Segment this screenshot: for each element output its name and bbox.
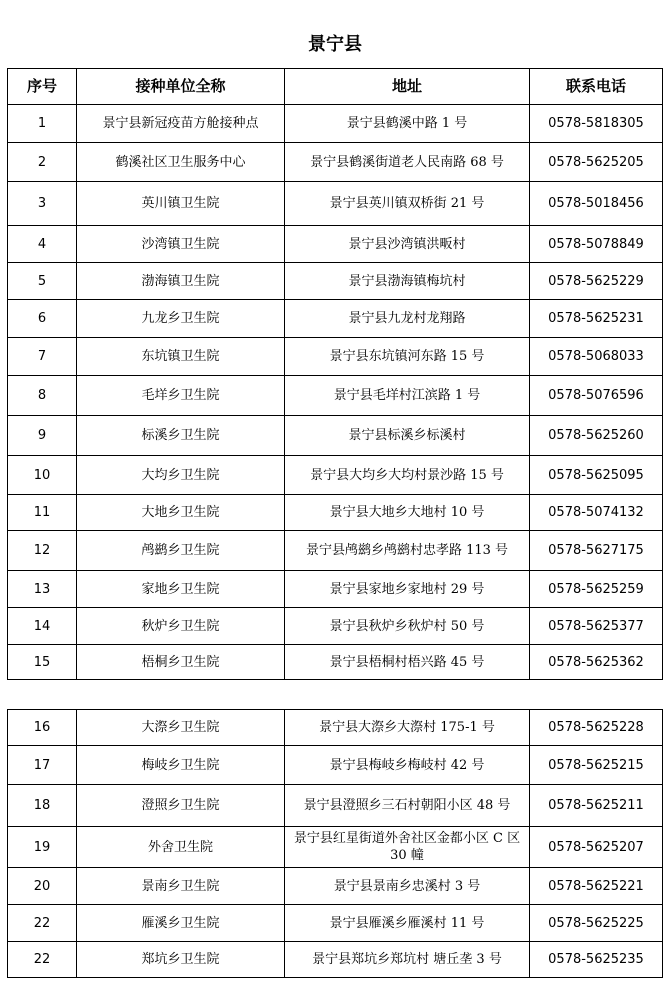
clinic-table-part-2 bbox=[7, 709, 663, 978]
table-row bbox=[8, 105, 663, 143]
unit-address: 景宁县标溪乡标溪村 bbox=[285, 416, 530, 456]
unit-address: 景宁县雁溪乡雁溪村 11 号 bbox=[285, 905, 530, 942]
unit-address: 景宁县梅岐乡梅岐村 42 号 bbox=[285, 746, 530, 785]
unit-name: 外舍卫生院 bbox=[77, 827, 285, 868]
unit-name: 鸬鹚乡卫生院 bbox=[77, 531, 285, 571]
unit-name: 郑坑乡卫生院 bbox=[77, 942, 285, 978]
table-row bbox=[8, 376, 663, 416]
table-row bbox=[8, 827, 663, 868]
unit-name: 大地乡卫生院 bbox=[77, 495, 285, 531]
unit-address: 景宁县澄照乡三石村朝阳小区 48 号 bbox=[285, 785, 530, 827]
phone-number: 0578-5625211 bbox=[530, 785, 663, 827]
table-header-row bbox=[8, 69, 663, 105]
unit-address: 景宁县鹤溪街道老人民南路 68 号 bbox=[285, 143, 530, 182]
unit-address: 景宁县景南乡忠溪村 3 号 bbox=[285, 868, 530, 905]
table-row bbox=[8, 746, 663, 785]
row-number: 11 bbox=[8, 495, 77, 531]
table-body-2 bbox=[8, 710, 663, 978]
table-row bbox=[8, 608, 663, 645]
phone-number: 0578-5625207 bbox=[530, 827, 663, 868]
row-number: 22 bbox=[8, 942, 77, 978]
phone-number: 0578-5074132 bbox=[530, 495, 663, 531]
unit-address: 景宁县东坑镇河东路 15 号 bbox=[285, 338, 530, 376]
table-row bbox=[8, 416, 663, 456]
row-number: 2 bbox=[8, 143, 77, 182]
unit-name: 大均乡卫生院 bbox=[77, 456, 285, 495]
table-row bbox=[8, 868, 663, 905]
row-number: 5 bbox=[8, 263, 77, 300]
unit-name: 渤海镇卫生院 bbox=[77, 263, 285, 300]
phone-number: 0578-5625260 bbox=[530, 416, 663, 456]
unit-address: 景宁县英川镇双桥街 21 号 bbox=[285, 182, 530, 226]
unit-address: 景宁县家地乡家地村 29 号 bbox=[285, 571, 530, 608]
table-row bbox=[8, 300, 663, 338]
row-number: 20 bbox=[8, 868, 77, 905]
table-row bbox=[8, 226, 663, 263]
row-number: 13 bbox=[8, 571, 77, 608]
row-number: 1 bbox=[8, 105, 77, 143]
table-row bbox=[8, 182, 663, 226]
phone-number: 0578-5625235 bbox=[530, 942, 663, 978]
phone-number: 0578-5078849 bbox=[530, 226, 663, 263]
unit-address: 景宁县郑坑乡郑坑村 塘丘垄 3 号 bbox=[285, 942, 530, 978]
phone-number: 0578-5818305 bbox=[530, 105, 663, 143]
unit-name: 大漈乡卫生院 bbox=[77, 710, 285, 746]
unit-name: 九龙乡卫生院 bbox=[77, 300, 285, 338]
unit-name: 东坑镇卫生院 bbox=[77, 338, 285, 376]
table-row bbox=[8, 495, 663, 531]
unit-name: 标溪乡卫生院 bbox=[77, 416, 285, 456]
table-row bbox=[8, 645, 663, 680]
unit-address: 景宁县鸬鹚乡鸬鹚村忠孝路 113 号 bbox=[285, 531, 530, 571]
unit-name: 景宁县新冠疫苗方舱接种点 bbox=[77, 105, 285, 143]
table-row bbox=[8, 942, 663, 978]
row-number: 16 bbox=[8, 710, 77, 746]
table-body-1 bbox=[8, 105, 663, 680]
table-row bbox=[8, 785, 663, 827]
row-number: 17 bbox=[8, 746, 77, 785]
table-row bbox=[8, 571, 663, 608]
phone-number: 0578-5625228 bbox=[530, 710, 663, 746]
row-number: 8 bbox=[8, 376, 77, 416]
unit-name: 秋炉乡卫生院 bbox=[77, 608, 285, 645]
row-number: 19 bbox=[8, 827, 77, 868]
phone-number: 0578-5625205 bbox=[530, 143, 663, 182]
unit-name: 澄照乡卫生院 bbox=[77, 785, 285, 827]
unit-name: 梅岐乡卫生院 bbox=[77, 746, 285, 785]
phone-number: 0578-5625229 bbox=[530, 263, 663, 300]
table-row bbox=[8, 531, 663, 571]
table-row bbox=[8, 456, 663, 495]
table-row bbox=[8, 263, 663, 300]
unit-name: 毛垟乡卫生院 bbox=[77, 376, 285, 416]
unit-name: 英川镇卫生院 bbox=[77, 182, 285, 226]
row-number: 12 bbox=[8, 531, 77, 571]
header-no: 序号 bbox=[8, 69, 77, 105]
unit-address: 景宁县渤海镇梅坑村 bbox=[285, 263, 530, 300]
phone-number: 0578-5625225 bbox=[530, 905, 663, 942]
table-row bbox=[8, 143, 663, 182]
phone-number: 0578-5625221 bbox=[530, 868, 663, 905]
table-row bbox=[8, 905, 663, 942]
unit-name: 家地乡卫生院 bbox=[77, 571, 285, 608]
phone-number: 0578-5018456 bbox=[530, 182, 663, 226]
phone-number: 0578-5625095 bbox=[530, 456, 663, 495]
unit-address: 景宁县秋炉乡秋炉村 50 号 bbox=[285, 608, 530, 645]
unit-address: 景宁县红星街道外舍社区金都小区 C 区 30 幢 bbox=[285, 827, 530, 868]
phone-number: 0578-5627175 bbox=[530, 531, 663, 571]
phone-number: 0578-5625362 bbox=[530, 645, 663, 680]
unit-address: 景宁县大均乡大均村景沙路 15 号 bbox=[285, 456, 530, 495]
phone-number: 0578-5625215 bbox=[530, 746, 663, 785]
unit-address: 景宁县沙湾镇洪畈村 bbox=[285, 226, 530, 263]
phone-number: 0578-5625231 bbox=[530, 300, 663, 338]
row-number: 18 bbox=[8, 785, 77, 827]
unit-address: 景宁县鹤溪中路 1 号 bbox=[285, 105, 530, 143]
phone-number: 0578-5076596 bbox=[530, 376, 663, 416]
table-row bbox=[8, 338, 663, 376]
phone-number: 0578-5068033 bbox=[530, 338, 663, 376]
table-row bbox=[8, 710, 663, 746]
row-number: 6 bbox=[8, 300, 77, 338]
unit-address: 景宁县大漈乡大漈村 175-1 号 bbox=[285, 710, 530, 746]
header-address: 地址 bbox=[285, 69, 530, 105]
row-number: 22 bbox=[8, 905, 77, 942]
row-number: 4 bbox=[8, 226, 77, 263]
header-phone: 联系电话 bbox=[530, 69, 663, 105]
unit-address: 景宁县九龙村龙翔路 bbox=[285, 300, 530, 338]
unit-name: 梧桐乡卫生院 bbox=[77, 645, 285, 680]
unit-name: 鹤溪社区卫生服务中心 bbox=[77, 143, 285, 182]
unit-name: 沙湾镇卫生院 bbox=[77, 226, 285, 263]
row-number: 10 bbox=[8, 456, 77, 495]
phone-number: 0578-5625377 bbox=[530, 608, 663, 645]
unit-address: 景宁县大地乡大地村 10 号 bbox=[285, 495, 530, 531]
row-number: 15 bbox=[8, 645, 77, 680]
phone-number: 0578-5625259 bbox=[530, 571, 663, 608]
unit-address: 景宁县毛垟村江滨路 1 号 bbox=[285, 376, 530, 416]
row-number: 3 bbox=[8, 182, 77, 226]
unit-name: 景南乡卫生院 bbox=[77, 868, 285, 905]
row-number: 9 bbox=[8, 416, 77, 456]
unit-name: 雁溪乡卫生院 bbox=[77, 905, 285, 942]
page-title: 景宁县 bbox=[308, 34, 362, 55]
clinic-table-part-1 bbox=[7, 68, 663, 680]
row-number: 14 bbox=[8, 608, 77, 645]
row-number: 7 bbox=[8, 338, 77, 376]
unit-address: 景宁县梧桐村梧兴路 45 号 bbox=[285, 645, 530, 680]
header-name: 接种单位全称 bbox=[77, 69, 285, 105]
